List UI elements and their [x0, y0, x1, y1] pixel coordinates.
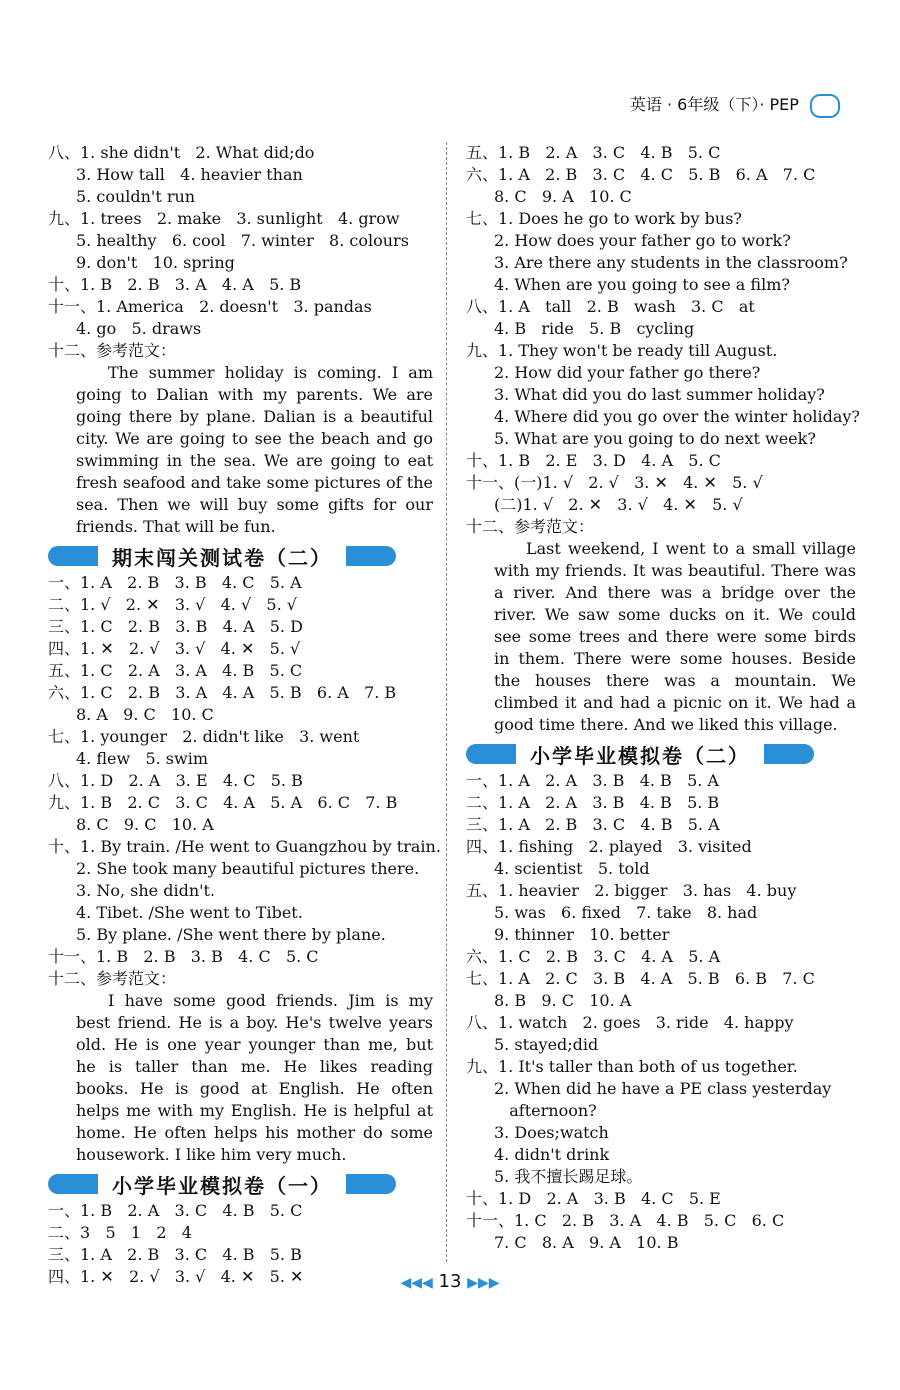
answer-line: 十、1. B 2. B 3. A 4. A 5. B: [48, 275, 302, 294]
page-header: [630, 92, 840, 118]
answer-line: 三、1. C 2. B 3. B 4. A 5. D: [48, 617, 303, 636]
answer-line: 8. C 9. C 10. A: [76, 815, 214, 834]
answer-line: 9. don't 10. spring: [76, 253, 235, 272]
answer-line: 2. When did he have a PE class yesterday: [494, 1079, 832, 1098]
section-banner: [48, 1172, 433, 1196]
answer-line: 四、1. ✕ 2. √ 3. √ 4. ✕ 5. √: [48, 639, 301, 658]
book-icon: [810, 94, 840, 118]
section-title: 小学毕业模拟卷（二）: [530, 743, 750, 768]
answer-line: 2. How does your father go to work?: [494, 231, 791, 250]
right-arrows-icon: ▶▶▶: [467, 1275, 500, 1291]
answer-line: 8. B 9. C 10. A: [494, 991, 632, 1010]
answer-line: 九、1. It's taller than both of us together.: [466, 1057, 798, 1076]
banner-bar-left: [48, 1174, 98, 1194]
answer-line: 十、1. D 2. A 3. B 4. C 5. E: [466, 1189, 721, 1208]
answer-line: 二、3 5 1 2 4: [48, 1223, 192, 1242]
section-title: 小学毕业模拟卷（一）: [112, 1173, 332, 1198]
answer-line: 七、1. Does he go to work by bus?: [466, 209, 743, 228]
answer-line: 2. She took many beautiful pictures there.: [76, 859, 420, 878]
answer-line: 8. C 9. A 10. C: [494, 187, 632, 206]
section-title: 期末闯关测试卷（二）: [112, 545, 332, 570]
answer-line: 4. Where did you go over the winter holiday?: [494, 407, 860, 426]
answer-line: 3. What did you do last summer holiday?: [494, 385, 825, 404]
answer-line: 一、1. B 2. A 3. C 4. B 5. C: [48, 1201, 303, 1220]
answer-line: afternoon?: [494, 1101, 597, 1120]
answer-line: 2. How did your father go there?: [494, 363, 761, 382]
answer-line: 六、1. C 2. B 3. A 4. A 5. B 6. A 7. B: [48, 683, 397, 702]
answer-line: 六、1. C 2. B 3. C 4. A 5. A: [466, 947, 721, 966]
answer-line: 十一、(一)1. √ 2. √ 3. ✕ 4. ✕ 5. √: [466, 473, 763, 492]
answer-line: 4. When are you going to see a film?: [494, 275, 790, 294]
answer-line: 五、1. B 2. A 3. C 4. B 5. C: [466, 143, 721, 162]
answer-line: 7. C 8. A 9. A 10. B: [494, 1233, 679, 1252]
answer-line: 五、1. C 2. A 3. A 4. B 5. C: [48, 661, 303, 680]
answer-line: 六、1. A 2. B 3. C 4. C 5. B 6. A 7. C: [466, 165, 816, 184]
answer-line: 3. No, she didn't.: [76, 881, 216, 900]
answer-line: 3. How tall 4. heavier than: [76, 165, 303, 184]
answer-line: 5. stayed;did: [494, 1035, 599, 1054]
answer-line: 十一、1. B 2. B 3. B 4. C 5. C: [48, 947, 319, 966]
answer-line: 4. scientist 5. told: [494, 859, 650, 878]
answer-line: 5. 我不擅长踢足球。: [494, 1167, 643, 1186]
answer-line: 四、1. fishing 2. played 3. visited: [466, 837, 752, 856]
answer-line: 二、1. A 2. A 3. B 4. B 5. B: [466, 793, 720, 812]
answer-line: 4. flew 5. swim: [76, 749, 208, 768]
answer-line: 5. was 6. fixed 7. take 8. had: [494, 903, 758, 922]
answer-line: 七、1. A 2. C 3. B 4. A 5. B 6. B 7. C: [466, 969, 815, 988]
answer-line: 一、1. A 2. A 3. B 4. B 5. A: [466, 771, 719, 790]
page-footer: [0, 1271, 900, 1292]
answer-line: 十二、参考范文：: [466, 517, 595, 536]
answer-line: 九、1. trees 2. make 3. sunlight 4. grow: [48, 209, 400, 228]
answer-line: 9. thinner 10. better: [494, 925, 670, 944]
answer-line: 十一、1. America 2. doesn't 3. pandas: [48, 297, 372, 316]
header-title: 英语 · 6年级（下）· PEP: [629, 95, 799, 114]
answer-line: 5. By plane. /She went there by plane.: [76, 925, 386, 944]
banner-bar-right: [764, 744, 814, 764]
left-arrows-icon: ◀◀◀: [400, 1275, 433, 1291]
right-column: [466, 142, 860, 1254]
answer-line: 七、1. younger 2. didn't like 3. went: [48, 727, 360, 746]
answer-line: 5. healthy 6. cool 7. winter 8. colours: [76, 231, 409, 250]
answer-line: 四、1. ✕ 2. √ 3. √ 4. ✕ 5. ✕: [48, 1267, 304, 1286]
banner-bar-left: [48, 546, 98, 566]
answer-line: 八、1. watch 2. goes 3. ride 4. happy: [466, 1013, 794, 1032]
answer-line: 4. B ride 5. B cycling: [494, 319, 695, 338]
section-banner: [466, 742, 856, 766]
answer-line: 八、1. she didn't 2. What did;do: [48, 143, 315, 162]
left-column: [48, 142, 441, 1288]
answer-line: 3. Does;watch: [494, 1123, 609, 1142]
answer-line: 十、1. By train. /He went to Guangzhou by train.: [48, 837, 441, 856]
answer-line: 八、1. A tall 2. B wash 3. C at: [466, 297, 755, 316]
banner-bar-right: [346, 1174, 396, 1194]
model-essay: Last weekend, I went to a small village with my friends. It was beautiful. There was a river. And there was a bridge over the river. We saw some ducks on it. We could see some trees and there were some birds in them. There were some houses. Beside the houses there was a mountain. We climbed it and had a picnic on it. We had a good time there. And we liked this village.: [494, 539, 856, 734]
model-essay: The summer holiday is coming. I am going to Dalian with my parents. We are going there by plane. Dalian is a beautiful city. We are going to see the beach and go swimming in the sea. We are going to eat fresh seafood and take some pictures of the sea. Then we will buy some gifts for our friends. That will be fun.: [76, 363, 433, 536]
answer-line: 十一、1. C 2. B 3. A 4. B 5. C 6. C: [466, 1211, 785, 1230]
answer-line: 二、1. √ 2. ✕ 3. √ 4. √ 5. √: [48, 595, 297, 614]
answer-line: 十二、参考范文：: [48, 969, 177, 988]
answer-line: 4. Tibet. /She went to Tibet.: [76, 903, 303, 922]
page-number: 13: [438, 1271, 462, 1292]
banner-bar-right: [346, 546, 396, 566]
answer-line: (二)1. √ 2. ✕ 3. √ 4. ✕ 5. √: [494, 495, 743, 514]
answer-line: 十二、参考范文：: [48, 341, 177, 360]
section-banner: [48, 544, 433, 568]
answer-line: 八、1. D 2. A 3. E 4. C 5. B: [48, 771, 303, 790]
answer-line: 三、1. A 2. B 3. C 4. B 5. A: [466, 815, 720, 834]
answer-line: 十、1. B 2. E 3. D 4. A 5. C: [466, 451, 721, 470]
answer-line: 三、1. A 2. B 3. C 4. B 5. B: [48, 1245, 302, 1264]
answer-line: 九、1. They won't be ready till August.: [466, 341, 778, 360]
answer-line: 3. Are there any students in the classroom?: [494, 253, 848, 272]
model-essay: I have some good friends. Jim is my best friend. He is a boy. He's twelve years old. He is one year younger than me, but he is taller than me. He likes reading books. He is good at English. He often helps me with my English. He is helpful at home. He often helps his mother do some housework. I like him very much.: [76, 991, 433, 1164]
answer-line: 4. go 5. draws: [76, 319, 202, 338]
answer-line: 5. couldn't run: [76, 187, 196, 206]
answer-line: 5. What are you going to do next week?: [494, 429, 816, 448]
banner-bar-left: [466, 744, 516, 764]
column-divider: [446, 142, 447, 1262]
answer-line: 4. didn't drink: [494, 1145, 610, 1164]
answer-line: 五、1. heavier 2. bigger 3. has 4. buy: [466, 881, 797, 900]
answer-line: 一、1. A 2. B 3. B 4. C 5. A: [48, 573, 302, 592]
answer-line: 九、1. B 2. C 3. C 4. A 5. A 6. C 7. B: [48, 793, 398, 812]
answer-line: 8. A 9. C 10. C: [76, 705, 214, 724]
